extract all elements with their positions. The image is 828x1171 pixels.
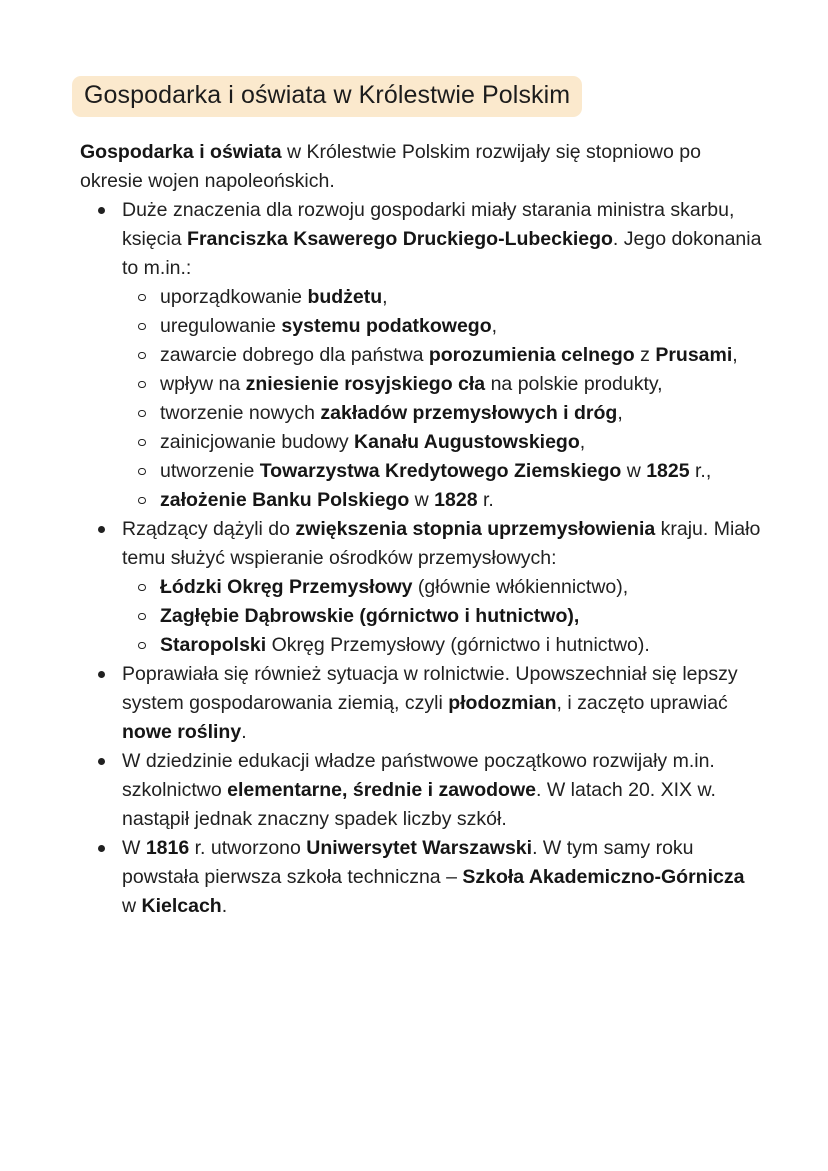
bold-text: porozumienia celnego bbox=[428, 344, 635, 366]
list-item: założenie Banku Polskiego w 1828 r. bbox=[122, 486, 762, 515]
bold-text: zwiększenia stopnia uprzemysłowienia bbox=[295, 518, 656, 540]
list-item: Duże znaczenia dla rozwoju gospodarki miały starania ministra skarbu, księcia Franciszka Ksawerego Druckiego-Lubeckiego. Jego dokonania to m.in.: uporządkowanie budżetu, uregulowanie systemu podatkowego, zawarcie dobrego dla państwa porozumienia celnego z Prusami, wpływ na zniesienie rosyjskiego cła na polskie produkty, tworzenie nowych zakładów przemysłowych i dróg, zainicjowanie budowy Kanału Augustowskiego, utworzenie Towarzystwa Kredytowego Ziemskiego w 1825 r., założenie Banku Polskiego w 1828 r. bbox=[80, 196, 762, 515]
bold-text: zakładów przemysłowych i dróg bbox=[320, 402, 618, 424]
list-item: Łódzki Okręg Przemysłowy (głównie włókiennictwo), bbox=[122, 573, 762, 602]
bold-text: 1825 bbox=[646, 460, 690, 482]
sub-bullet-list bbox=[122, 283, 762, 515]
list-item: uregulowanie systemu podatkowego, bbox=[122, 312, 762, 341]
bold-text: nowe rośliny bbox=[122, 721, 242, 743]
bold-text: Gospodarka i oświata bbox=[80, 141, 282, 163]
list-item: W 1816 r. utworzono Uniwersytet Warszawski. W tym samy roku powstała pierwsza szkoła techniczna – Szkoła Akademiczno-Górnicza w Kielcach. bbox=[80, 834, 762, 921]
bold-text: Uniwersytet Warszawski bbox=[306, 837, 533, 859]
list-item: zainicjowanie budowy Kanału Augustowskiego, bbox=[122, 428, 762, 457]
list-item: Rządzący dążyli do zwiększenia stopnia uprzemysłowienia kraju. Miało temu służyć wspieranie ośrodków przemysłowych: Łódzki Okręg Przemysłowy (głównie włókiennictwo), Zagłębie Dąbrowskie (górnictwo i hutnictwo), Staropolski Okręg Przemysłowy (górnictwo i hutnictwo). bbox=[80, 515, 762, 660]
bold-text: Zagłębie Dąbrowskie (górnictwo i hutnictwo), bbox=[160, 605, 580, 627]
bold-text: systemu podatkowego bbox=[281, 315, 492, 337]
list-item: Staropolski Okręg Przemysłowy (górnictwo i hutnictwo). bbox=[122, 631, 762, 660]
bold-text: Łódzki Okręg Przemysłowy bbox=[160, 576, 413, 598]
bold-text: Kanału Augustowskiego bbox=[354, 431, 580, 453]
bold-text: Szkoła Akademiczno-Górnicza bbox=[462, 866, 745, 888]
bold-text: Kielcach bbox=[141, 895, 222, 917]
bold-text: elementarne, średnie i zawodowe bbox=[227, 779, 536, 801]
bold-text: Staropolski bbox=[160, 634, 267, 656]
bold-text: budżetu bbox=[307, 286, 383, 308]
list-item: W dziedzinie edukacji władze państwowe początkowo rozwijały m.in. szkolnictwo elementarne, średnie i zawodowe. W latach 20. XIX w. nastąpił jednak znaczny spadek liczby szkół. bbox=[80, 747, 762, 834]
list-item: utworzenie Towarzystwa Kredytowego Ziemskiego w 1825 r., bbox=[122, 457, 762, 486]
bold-text: Towarzystwa Kredytowego Ziemskiego bbox=[259, 460, 622, 482]
list-item: zawarcie dobrego dla państwa porozumienia celnego z Prusami, bbox=[122, 341, 762, 370]
sub-bullet-list bbox=[122, 573, 762, 660]
list-item: wpływ na zniesienie rosyjskiego cła na polskie produkty, bbox=[122, 370, 762, 399]
bold-text: 1816 bbox=[145, 837, 190, 859]
bold-text: założenie Banku Polskiego bbox=[160, 489, 410, 511]
bold-text: zniesienie rosyjskiego cła bbox=[245, 373, 486, 395]
bold-text: 1828 bbox=[434, 489, 478, 511]
page-title bbox=[72, 76, 762, 117]
list-item: uporządkowanie budżetu, bbox=[122, 283, 762, 312]
page-title-highlight: Gospodarka i oświata w Królestwie Polskim bbox=[72, 76, 582, 117]
intro-paragraph: Gospodarka i oświata w Królestwie Polskim rozwijały się stopniowo po okresie wojen napoleońskich. bbox=[80, 141, 701, 192]
list-item: tworzenie nowych zakładów przemysłowych i dróg, bbox=[122, 399, 762, 428]
bold-text: płodozmian bbox=[448, 692, 557, 714]
bold-text: Franciszka Ksawerego Druckiego-Lubeckiego bbox=[187, 228, 613, 250]
list-item bbox=[122, 602, 762, 631]
bullet-list bbox=[80, 196, 762, 921]
list-item: Poprawiała się również sytuacja w rolnictwie. Upowszechniał się lepszy system gospodarowania ziemią, czyli płodozmian, i zaczęto uprawiać nowe rośliny. bbox=[80, 660, 762, 747]
bold-text: Prusami bbox=[655, 344, 733, 366]
